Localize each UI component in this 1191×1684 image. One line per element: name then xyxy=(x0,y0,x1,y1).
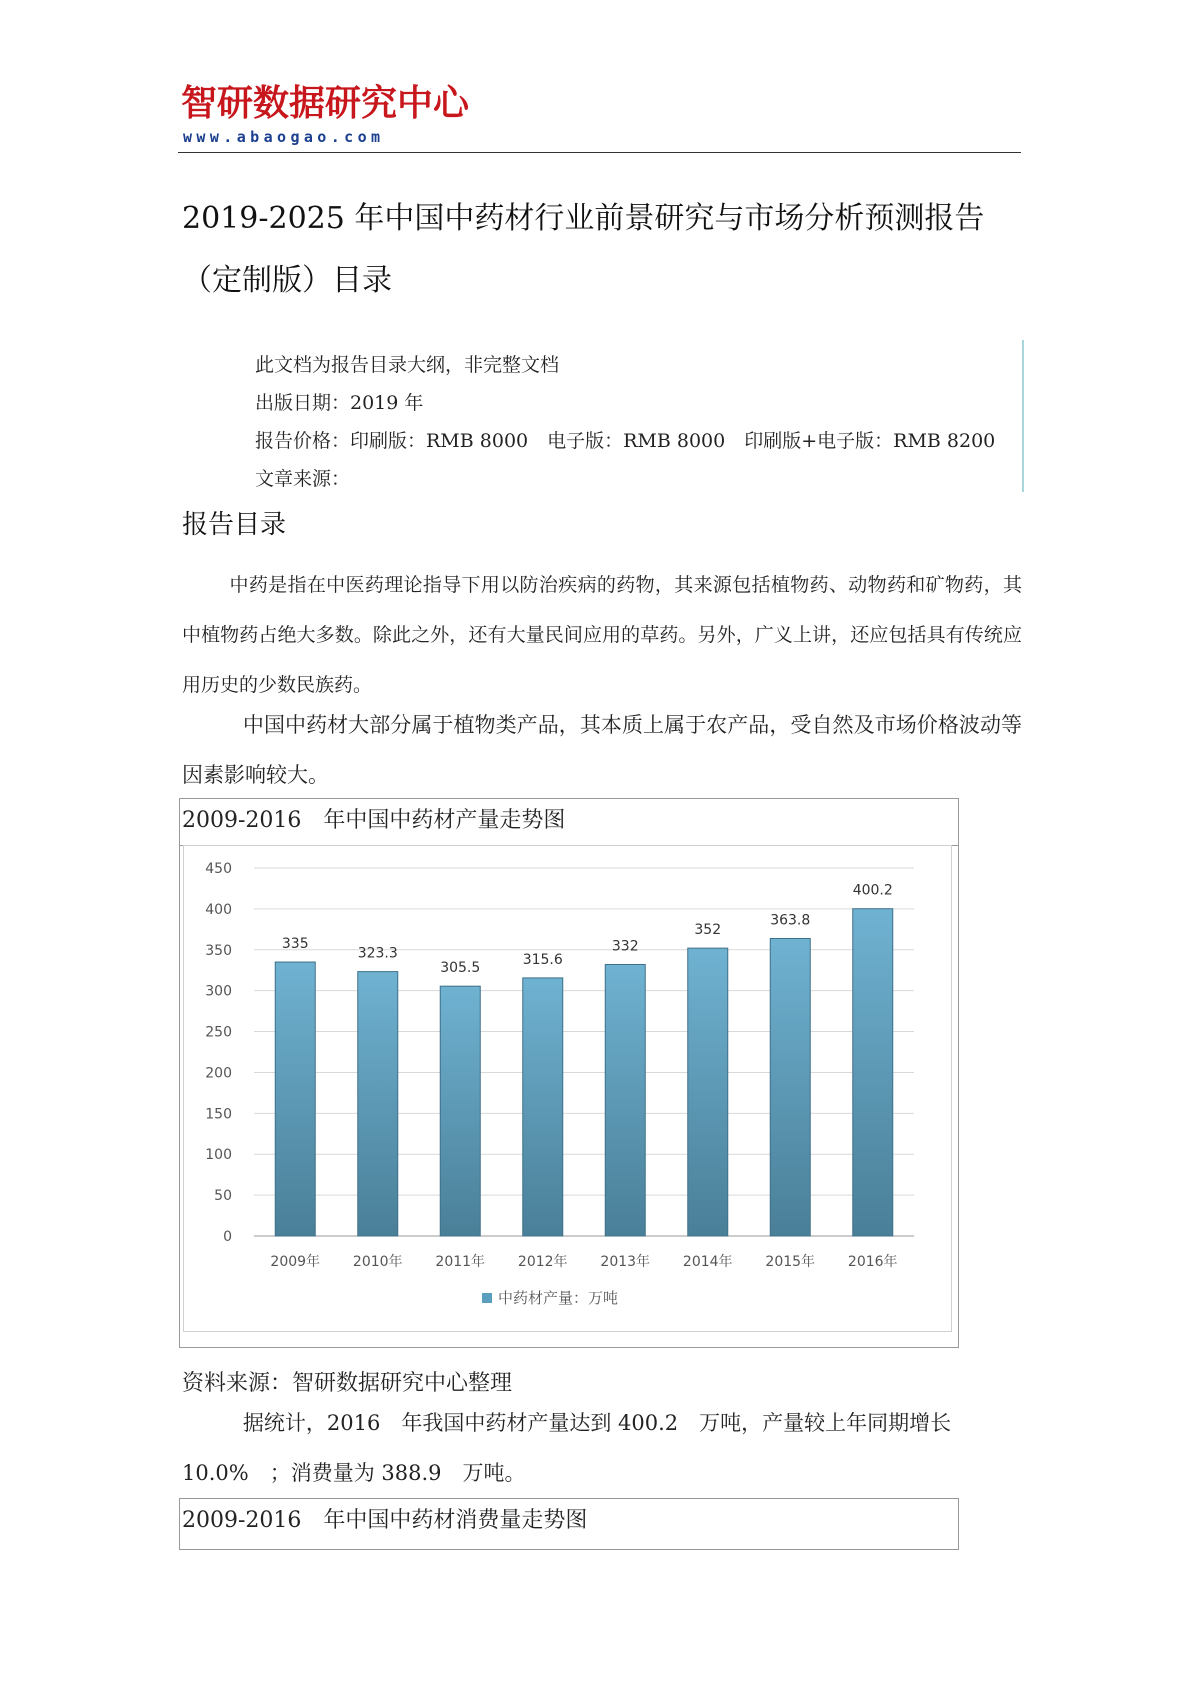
meta-source: 文章来源： xyxy=(255,468,351,490)
bar xyxy=(853,909,893,1236)
production-bar-chart xyxy=(184,846,951,1331)
document-title: 2019-2025 年中国中药材行业前景研究与市场分析预测报告（定制版）目录 xyxy=(182,201,985,298)
x-tick-label: 2009年 xyxy=(270,1254,321,1270)
x-tick-label: 2016年 xyxy=(847,1254,898,1270)
section-title: 报告目录 xyxy=(182,510,287,540)
y-tick-label: 0 xyxy=(223,1229,232,1245)
figure-2-box xyxy=(179,1498,959,1550)
data-label: 363.8 xyxy=(770,912,811,929)
data-label: 352 xyxy=(694,922,722,939)
figure-2-title: 2009-2016 年中国中药材消费量走势图 xyxy=(182,1508,588,1533)
y-tick-label: 150 xyxy=(205,1106,232,1123)
x-tick-label: 2015年 xyxy=(765,1254,816,1270)
x-tick-label: 2012年 xyxy=(517,1254,568,1270)
y-tick-label: 450 xyxy=(205,861,232,877)
y-tick-label: 300 xyxy=(205,983,232,1000)
production-chart-frame xyxy=(183,845,952,1332)
brand-logo-url[interactable]: www.abaogao.com xyxy=(183,128,385,146)
paragraph-intro: 中药是指在中医药理论指导下用以防治疾病的药物，其来源包括植物药、动物药和矿物药，其中植物药占绝大多数。除此之外，还有大量民间应用的草药。另外，广义上讲，还应包括具有传统应用历史的少数民族药。 xyxy=(182,574,1022,696)
y-tick-label: 400 xyxy=(205,901,232,918)
y-tick-label: 350 xyxy=(205,942,232,959)
data-label: 335 xyxy=(281,936,309,953)
y-tick-label: 100 xyxy=(205,1147,232,1164)
x-tick-label: 2010年 xyxy=(352,1254,403,1270)
paragraph-agri: 中国中药材大部分属于植物类产品，其本质上属于农产品，受自然及市场价格波动等因素影响较大。 xyxy=(182,713,1022,787)
meta-note: 此文档为报告目录大纲，非完整文档 xyxy=(255,354,560,376)
y-tick-label: 200 xyxy=(205,1065,232,1082)
brand-logo-title: 智研数据研究中心 xyxy=(181,83,470,124)
figure-1-title: 2009-2016 年中国中药材产量走势图 xyxy=(182,808,566,833)
bar xyxy=(770,938,810,1236)
y-tick-label: 250 xyxy=(205,1024,232,1041)
bar xyxy=(688,948,728,1236)
legend-swatch xyxy=(482,1293,492,1303)
data-label: 332 xyxy=(611,938,639,955)
legend-label: 中药材产量：万吨 xyxy=(498,1289,619,1307)
meta-price: 报告价格：印刷版：RMB 8000 电子版：RMB 8000 印刷版+电子版：RMB 8200 xyxy=(255,430,996,452)
data-label: 315.6 xyxy=(522,951,563,968)
data-label: 400.2 xyxy=(852,882,893,899)
meta-side-bar xyxy=(1022,340,1024,492)
bar xyxy=(605,964,645,1236)
statistics-paragraph: 据统计，2016 年我国中药材产量达到 400.2 万吨，产量较上年同期增长 10.0% ；消费量为 388.9 万吨。 xyxy=(182,1411,952,1485)
bar xyxy=(275,962,315,1236)
x-tick-label: 2013年 xyxy=(600,1254,651,1270)
document-meta xyxy=(255,346,995,498)
data-label: 305.5 xyxy=(440,960,481,977)
x-tick-label: 2011年 xyxy=(435,1254,486,1270)
data-label: 323.3 xyxy=(357,945,398,962)
y-tick-label: 50 xyxy=(214,1188,232,1205)
bar xyxy=(440,986,480,1236)
header-divider xyxy=(178,152,1021,153)
x-tick-label: 2014年 xyxy=(682,1254,733,1270)
bar xyxy=(358,972,398,1236)
meta-publish-date: 出版日期：2019 年 xyxy=(255,392,424,414)
bar xyxy=(523,978,563,1236)
figure-1-source: 资料来源：智研数据研究中心整理 xyxy=(182,1371,513,1396)
